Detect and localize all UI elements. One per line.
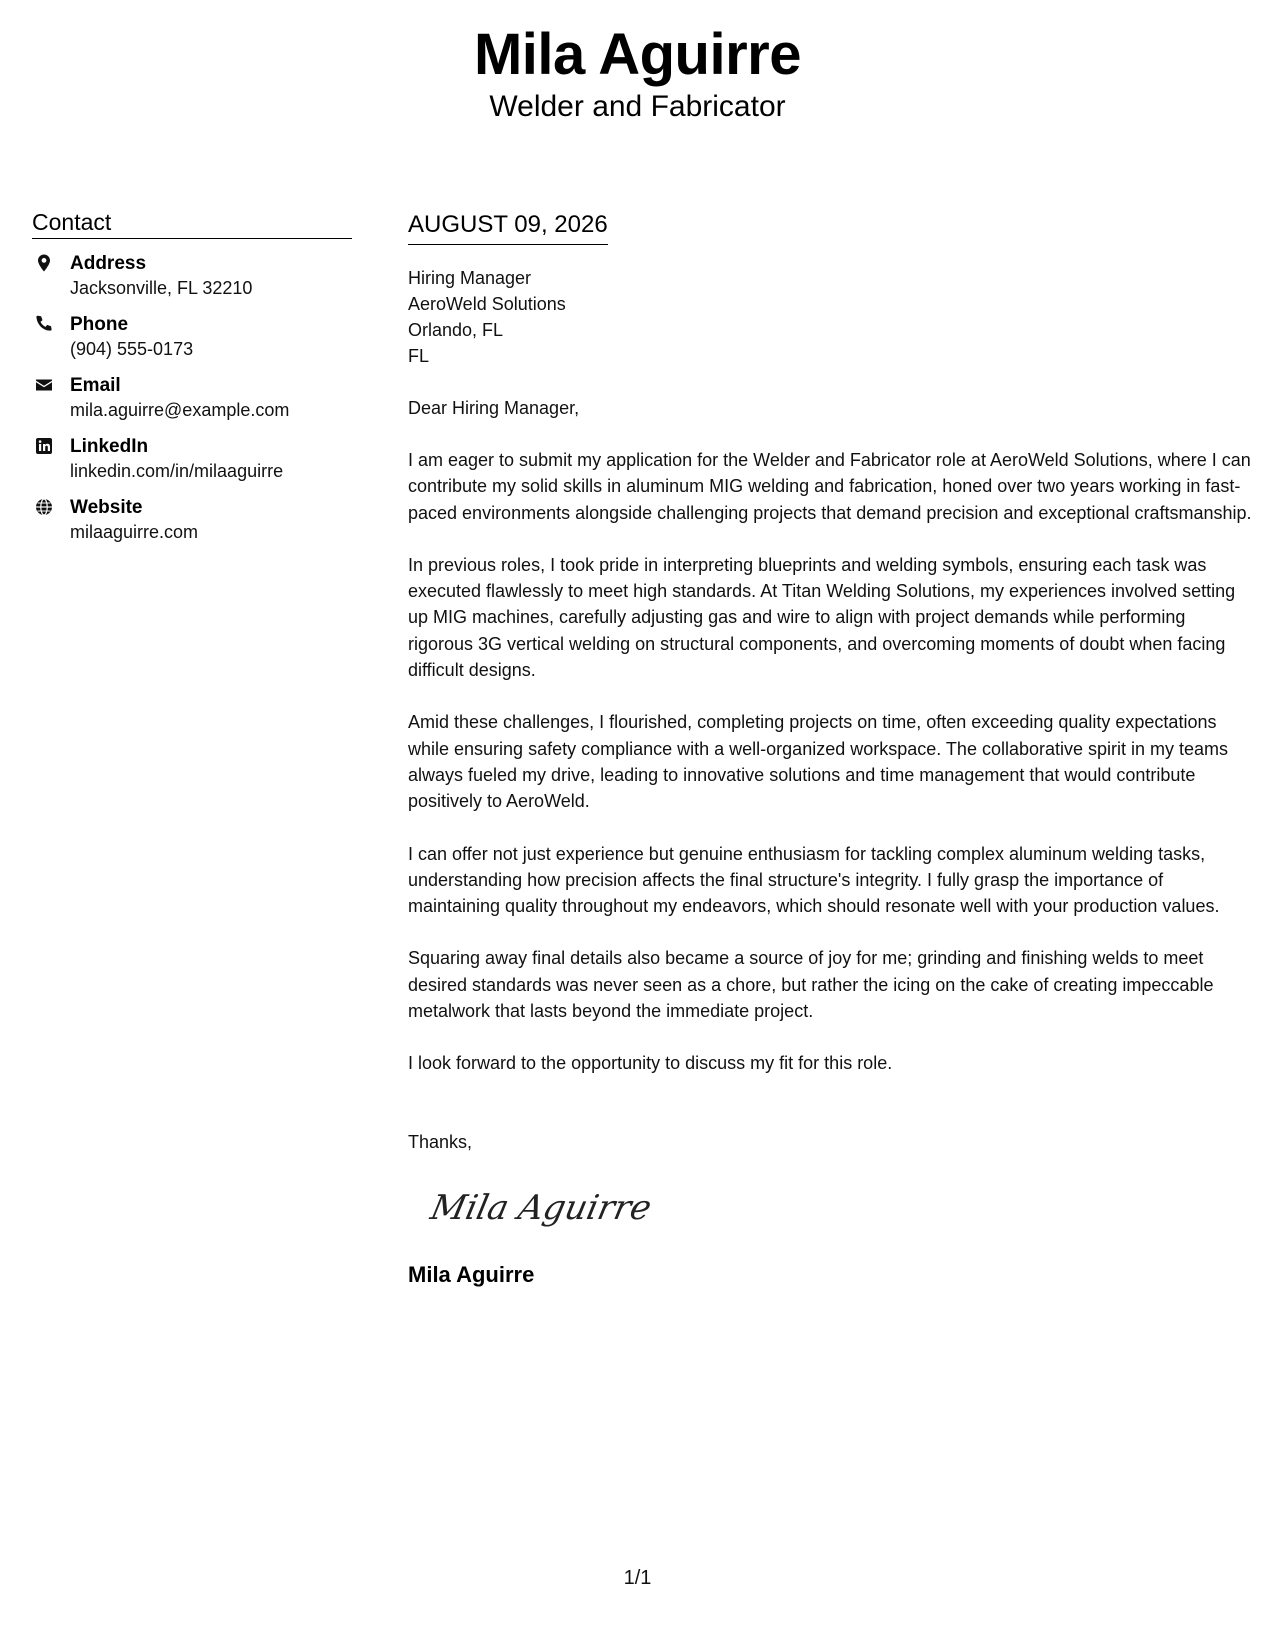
contact-item-phone bbox=[32, 312, 352, 361]
letter-paragraph: In previous roles, I took pride in interpreting blueprints and welding symbols, ensuring each task was executed flawlessly to meet high standards. At Titan Welding Solutions, my experiences involved setting up MIG machines, carefully adjusting gas and wire to align with project demands while performing rigorous 3G vertical welding on structural components, and overcoming moments of doubt when facing difficult designs. bbox=[408, 554, 1236, 681]
letter-paragraph: Squaring away final details also became a source of joy for me; grinding and finishing welds to meet desired standards was never seen as a chore, but rather the icing on the cake of creating impeccable metalwork that lasts beyond the immediate project. bbox=[408, 948, 1214, 1022]
envelope-icon bbox=[34, 375, 54, 395]
recipient-line: Hiring Manager bbox=[408, 268, 532, 288]
applicant-title: Welder and Fabricator bbox=[489, 90, 786, 123]
contact-item-linkedin bbox=[32, 434, 352, 483]
letter-header bbox=[0, 22, 1275, 126]
recipient-block bbox=[408, 265, 1253, 369]
phone-value[interactable]: (904) 555-0173 bbox=[70, 339, 194, 359]
contact-item-address bbox=[32, 251, 352, 300]
contact-item-email bbox=[32, 373, 352, 422]
closing: Thanks, bbox=[408, 1131, 473, 1152]
letter-paragraph: I can offer not just experience but genuine enthusiasm for tackling complex aluminum welding tasks, understanding how precision affects the final structure's integrity. I fully grasp the importance of maintaining quality throughout my endeavors, which should resonate well with your production values. bbox=[408, 843, 1220, 917]
recipient-line: FL bbox=[408, 346, 430, 366]
linkedin-icon bbox=[34, 436, 54, 456]
contact-heading: Contact bbox=[32, 208, 352, 239]
contact-label: Email bbox=[70, 375, 121, 396]
letter-paragraph: I am eager to submit my application for the Welder and Fabricator role at AeroWeld Solutions, where I can contribute my solid skills in aluminum MIG welding and fabrication, honed over two years working in fast-paced environments alongside challenging projects that demand precision and exceptional craftsmanship. bbox=[408, 450, 1252, 523]
letter-paragraph: Amid these challenges, I flourished, completing projects on time, often exceeding quality expectations while ensuring safety compliance with a well-organized workspace. The collaborative spirit in my teams always fueled my drive, leading to innovative solutions and time management that would contribute positively to AeroWeld. bbox=[408, 712, 1229, 812]
contact-label: Website bbox=[70, 497, 143, 518]
letter-date: AUGUST 09, 2026 bbox=[408, 210, 608, 245]
contact-item-website bbox=[32, 495, 352, 544]
email-value[interactable]: mila.aguirre@example.com bbox=[70, 400, 290, 420]
letter-body bbox=[408, 210, 1253, 1289]
signature-text: Mila Aguirre bbox=[427, 1187, 655, 1228]
signer-name: Mila Aguirre bbox=[408, 1261, 535, 1287]
map-pin-icon bbox=[34, 253, 54, 273]
globe-icon bbox=[34, 497, 54, 517]
address-value: Jacksonville, FL 32210 bbox=[70, 278, 253, 298]
salutation: Dear Hiring Manager, bbox=[408, 398, 580, 418]
recipient-line: AeroWeld Solutions bbox=[408, 294, 566, 314]
page-indicator: 1/1 bbox=[623, 1567, 652, 1589]
applicant-name: Mila Aguirre bbox=[473, 22, 802, 87]
phone-icon bbox=[34, 314, 54, 334]
contact-sidebar bbox=[32, 208, 352, 556]
letter-paragraph: I look forward to the opportunity to discuss my fit for this role. bbox=[408, 1053, 893, 1074]
handwritten-signature bbox=[424, 1177, 1253, 1237]
recipient-line: Orlando, FL bbox=[408, 320, 504, 340]
linkedin-value[interactable]: linkedin.com/in/milaaguirre bbox=[70, 461, 284, 481]
contact-label: Phone bbox=[70, 314, 129, 335]
website-value[interactable]: milaaguirre.com bbox=[70, 522, 199, 542]
contact-label: Address bbox=[70, 253, 147, 274]
contact-label: LinkedIn bbox=[70, 436, 149, 457]
